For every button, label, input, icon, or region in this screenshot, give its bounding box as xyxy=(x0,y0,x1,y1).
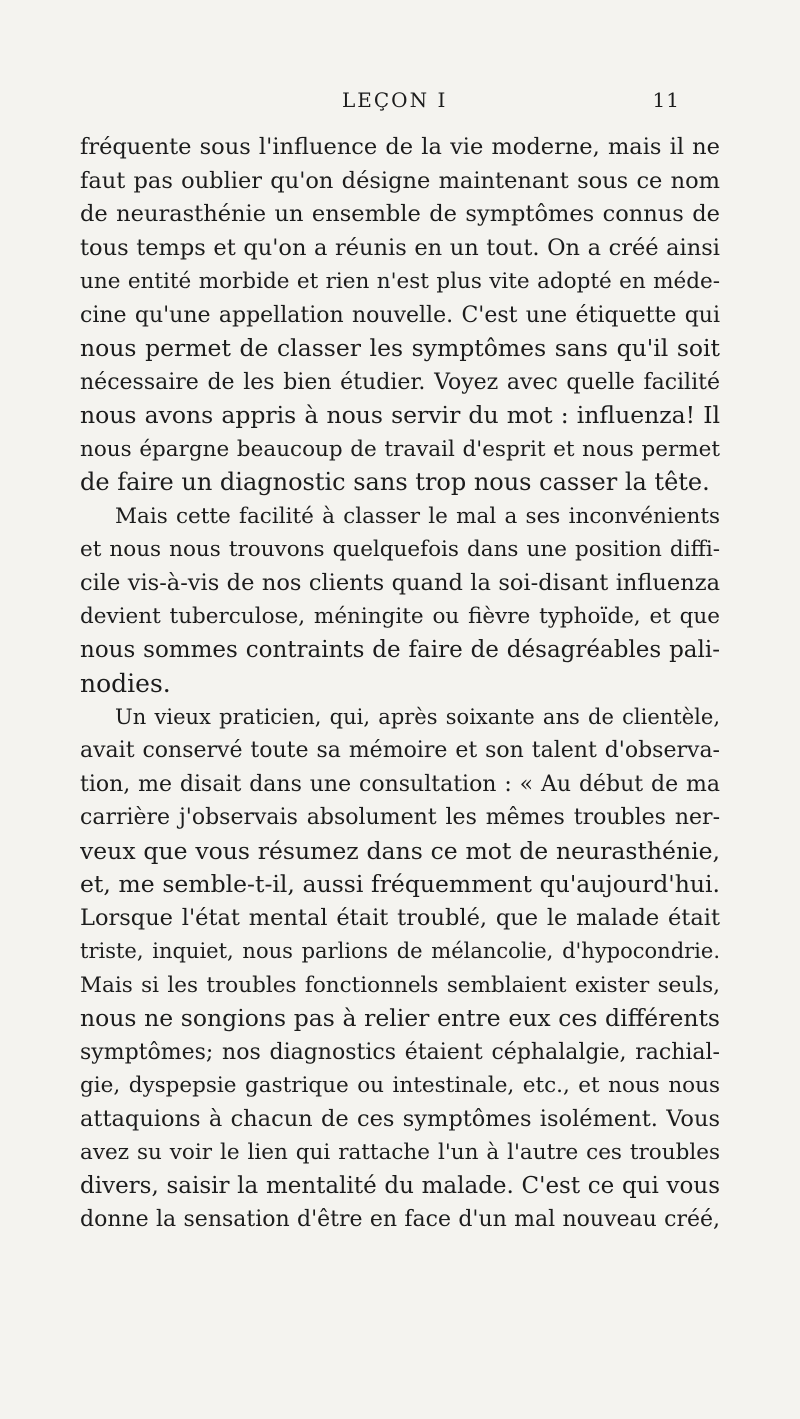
paragraph xyxy=(80,500,720,701)
text-line: fréquente sous l'influence de la vie moderne, mais il ne xyxy=(80,134,720,160)
text-line: nous sommes contraints de faire de désagréables pali- xyxy=(80,636,720,663)
text-line: carrière j'observais absolument les mêmes troubles ner- xyxy=(80,805,720,830)
text-line: veux que vous résumez dans ce mot de neurasthénie, xyxy=(80,836,720,865)
text-line: cine qu'une appellation nouvelle. C'est une étiquette qui xyxy=(80,302,720,328)
body-text xyxy=(80,131,720,1237)
text-line: nous ne songions pas à relier entre eux ces différents xyxy=(80,1004,720,1032)
text-line: faut pas oublier qu'on désigne maintenant sous ce nom xyxy=(80,167,720,194)
running-head xyxy=(340,88,680,118)
text-line: de faire un diagnostic sans trop nous casser la tête. xyxy=(80,468,710,496)
text-line: attaquions à chacun de ces symptômes isolément. Vous xyxy=(80,1105,720,1132)
text-line: nécessaire de les bien étudier. Voyez avec quelle facilité xyxy=(80,369,720,395)
text-line: avez su voir le lien qui rattache l'un à l'autre ces troubles xyxy=(80,1140,720,1165)
text-line: triste, inquiet, nous parlions de mélancolie, d'hypocondrie. xyxy=(80,939,720,963)
text-line: divers, saisir la mentalité du malade. C'est ce qui vous xyxy=(80,1172,720,1199)
text-line: nodies. xyxy=(80,669,171,698)
text-line: avait conservé toute sa mémoire et son talent d'observa- xyxy=(80,738,720,763)
text-line: cile vis-à-vis de nos clients quand la soi-disant influenza xyxy=(80,569,720,596)
text-line: symptômes; nos diagnostics étaient céphalalgie, rachial- xyxy=(80,1039,720,1065)
text-line: nous permet de classer les symptômes sans qu'il soit xyxy=(80,334,720,362)
text-line: Mais cette facilité à classer le mal a ses inconvénients xyxy=(115,503,720,529)
text-line: devient tuberculose, méningite ou fièvre typhoïde, et que xyxy=(80,604,720,629)
text-line: de neurasthénie un ensemble de symptômes connus de xyxy=(80,201,720,227)
text-line: et, me semble-t-il, aussi fréquemment qu'aujourd'hui. xyxy=(80,870,720,898)
text-line: tous temps et qu'on a réunis en un tout. On a créé ainsi xyxy=(80,234,720,261)
text-line: Mais si les troubles fonctionnels semblaient exister seuls, xyxy=(80,972,720,998)
text-line: une entité morbide et rien n'est plus vite adopté en méde- xyxy=(80,269,720,294)
paragraph xyxy=(80,131,720,500)
text-line: Un vieux praticien, qui, après soixante ans de clientèle, xyxy=(115,704,720,729)
text-line: nous épargne beaucoup de travail d'esprit et nous permet xyxy=(80,436,720,462)
text-line: donne la sensation d'être en face d'un mal nouveau créé, xyxy=(80,1207,720,1232)
text-line: et nous nous trouvons quelquefois dans une position diffi- xyxy=(80,537,720,562)
paragraph xyxy=(80,701,720,1237)
text-line: Lorsque l'état mental était troublé, que le malade était xyxy=(80,904,720,931)
chapter-title: LEÇON I xyxy=(342,88,448,112)
page-number: 11 xyxy=(652,88,680,112)
text-line: nous avons appris à nous servir du mot : influenza! Il xyxy=(80,401,720,429)
text-line: gie, dyspepsie gastrique ou intestinale, etc., et nous nous xyxy=(80,1073,720,1098)
text-line: tion, me disait dans une consultation : « Au début de ma xyxy=(80,771,720,797)
